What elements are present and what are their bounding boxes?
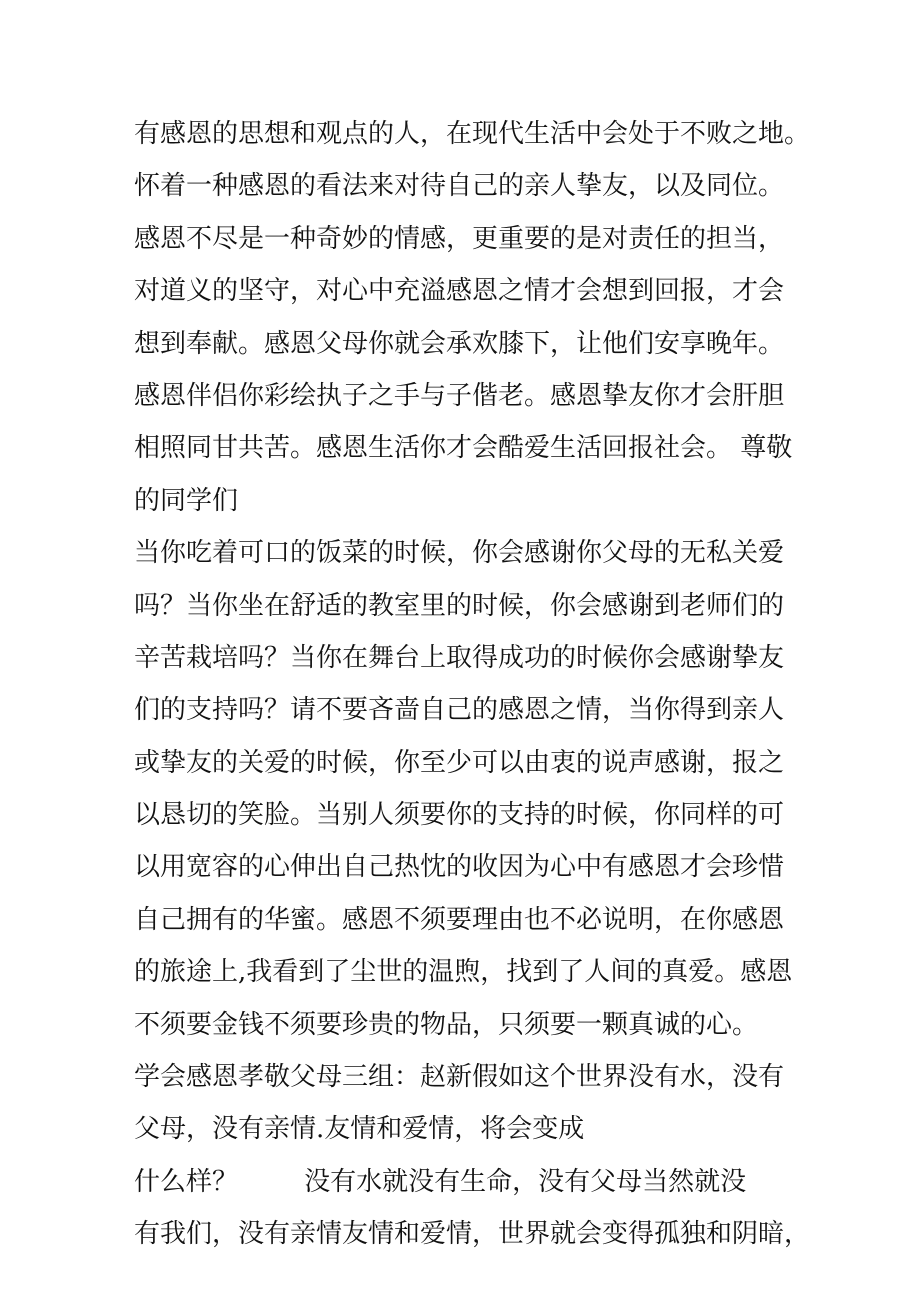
text-line: 吗？当你坐在舒适的教室里的时候，你会感谢到老师们的 (134, 590, 785, 621)
text-line: 的同学们 (134, 485, 239, 516)
text-line: 当你吃着可口的饭菜的时候，你会感谢你父母的无私关爱 (134, 538, 785, 569)
text-line: 有我们，没有亲情友情和爱情，世界就会变得孤独和阴暗， (134, 1219, 811, 1250)
text-line: 学会感恩孝敬父母三组：赵新假如这个世界没有水，没有 (134, 1062, 785, 1093)
text-line: 感恩不尽是一种奇妙的情感，更重要的是对责任的担当， (134, 223, 785, 254)
text-line: 不须要金钱不须要珍贵的物品，只须要一颗真诚的心。 (134, 1009, 759, 1040)
text-line: 以用宽容的心伸出自己热忱的收因为心中有感恩才会珍惜 (134, 852, 785, 883)
body-text (134, 108, 824, 1261)
text-line: 相照同甘共苦。感恩生活你才会酷爱生活回报社会。 尊敬 (134, 433, 793, 464)
text-line: 对道义的坚守，对心中充溢感恩之情才会想到回报，才会 (134, 276, 785, 307)
text-line: 自己拥有的华蜜。感恩不须要理由也不必说明，在你感恩 (134, 904, 785, 935)
text-line: 父母，没有亲情.友情和爱情，将会变成 (134, 1114, 585, 1145)
text-line: 什么样？ 没有水就没有生命，没有父母当然就没 (134, 1166, 747, 1197)
text-line: 们的支持吗？请不要吝啬自己的感恩之情，当你得到亲人 (134, 695, 785, 726)
text-line: 想到奉献。感恩父母你就会承欢膝下，让他们安享晚年。 (134, 328, 785, 359)
text-line: 怀着一种感恩的看法来对待自己的亲人挚友，以及同位。 (134, 171, 785, 202)
text-line: 有感恩的思想和观点的人，在现代生活中会处于不败之地。 (134, 119, 811, 149)
text-line: 辛苦栽培吗？当你在舞台上取得成功的时候你会感谢挚友 (134, 642, 785, 673)
text-line: 或挚友的关爱的时候，你至少可以由衷的说声感谢，报之 (134, 747, 785, 778)
text-line: 的旅途上,我看到了尘世的温煦，找到了人间的真爱。感恩 (134, 957, 793, 988)
text-line: 感恩伴侣你彩绘执子之手与子偕老。感恩挚友你才会肝胆 (134, 380, 785, 411)
text-line: 以恳切的笑脸。当别人须要你的支持的时候，你同样的可 (134, 800, 785, 831)
